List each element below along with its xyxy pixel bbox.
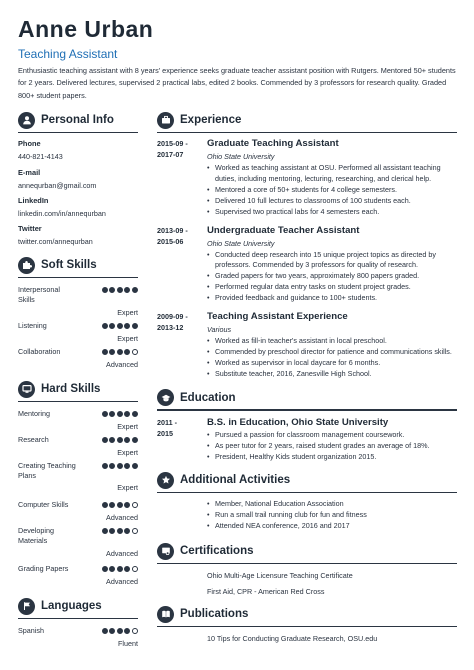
personal-info-title: Personal Info: [41, 114, 114, 126]
skill-rating: [102, 502, 138, 508]
rating-dot-filled: [109, 323, 115, 329]
rating-dot-filled: [117, 566, 123, 572]
star-icon: [157, 472, 174, 489]
degree-title: B.S. in Education, Ohio State University: [207, 416, 389, 428]
skill-item: [18, 347, 138, 373]
publication-item: 10 Tips for Conducting Graduate Research, OSU.edu: [207, 634, 378, 644]
languages-list: [18, 626, 138, 652]
rating-dot-empty: [132, 502, 138, 508]
date-end: 2017-07: [157, 150, 184, 159]
bullet-item: • President, Healthy Kids student organization 2015.: [207, 452, 457, 463]
bullet-item: • Worked as fill-in teacher's assistant in local preschool.: [207, 336, 457, 347]
skill-item: [18, 564, 138, 590]
education-title: Education: [180, 391, 236, 404]
bullet-item: • Provided feedback and guidance to 100+ students.: [207, 293, 457, 304]
date-start: 2009-09 -: [157, 312, 188, 322]
publications-list: [157, 633, 457, 644]
skill-rating: [102, 437, 138, 443]
skill-rating: [102, 323, 138, 329]
skill-name: Creating Teaching Plans: [18, 461, 76, 480]
rating-dot-filled: [132, 323, 138, 329]
certificate-icon: [157, 543, 174, 560]
phone-value: 440-821-4143: [18, 152, 63, 161]
experience-entry: [157, 225, 457, 305]
bullet-item: • Attended NEA conference, 2016 and 2017: [207, 521, 457, 532]
soft-skills-title: Soft Skills: [41, 259, 97, 271]
experience-header: [157, 110, 457, 130]
rating-dot-empty: [132, 528, 138, 534]
job-title: Undergraduate Teacher Assistant: [207, 224, 360, 236]
entry-body: [207, 138, 457, 218]
rating-dot-filled: [132, 411, 138, 417]
certifications-list: [157, 570, 457, 597]
skill-level: Advanced: [106, 576, 138, 586]
info-label: Twitter: [18, 224, 42, 233]
rating-dot-filled: [109, 463, 115, 469]
soft-skills-list: [18, 285, 138, 373]
certifications-title: Certifications: [180, 545, 254, 558]
skill-item: [18, 435, 138, 461]
date-end: 2013-12: [157, 323, 184, 333]
skill-name: Computer Skills: [18, 500, 69, 509]
skill-rating: [102, 463, 138, 469]
skill-level: Advanced: [106, 549, 138, 558]
rating-dot-filled: [102, 566, 108, 572]
bullet-item: • Member, National Education Association: [207, 499, 457, 510]
skill-level: Expert: [117, 333, 138, 343]
experience-entry: [157, 311, 457, 380]
person-icon: [18, 112, 35, 129]
entry-dates: [157, 225, 207, 305]
bullet-item: • Substitute teacher, 2016, Zanesville High School.: [207, 369, 457, 380]
bullet-item: • Run a small trail running club for fun and fitness: [207, 510, 457, 521]
rating-dot-filled: [117, 323, 123, 329]
skill-name: Developing Materials: [18, 526, 54, 545]
rating-dot-filled: [117, 628, 123, 634]
entry-body: [207, 417, 457, 463]
candidate-role: Teaching Assistant: [18, 47, 118, 61]
bullet-item: • Commended by preschool director for patience and communications skills.: [207, 347, 457, 358]
skill-name: Interpersonal Skills: [18, 285, 60, 304]
entry-body: [207, 311, 457, 380]
rating-dot-filled: [132, 463, 138, 469]
activities-header: [157, 470, 457, 490]
entry-dates: [157, 311, 207, 380]
skill-item: [18, 500, 138, 526]
certifications-header: [157, 541, 457, 561]
publications-header: [157, 604, 457, 624]
experience-entry: [157, 138, 457, 218]
rating-dot-filled: [109, 566, 115, 572]
skill-level: Advanced: [106, 512, 138, 522]
skill-level: Expert: [117, 447, 138, 457]
job-org: Ohio State University: [207, 238, 275, 248]
language-name: Spanish: [18, 626, 44, 635]
hard-skills-list: [18, 409, 138, 590]
rating-dot-filled: [102, 287, 108, 293]
rating-dot-filled: [102, 528, 108, 534]
date-start: 2015-09 -: [157, 139, 188, 148]
skill-rating: [102, 349, 138, 355]
education-header: [157, 388, 457, 408]
bullet-item: • Worked as teaching assistant at OSU. Performed all assistant teaching duties, including mentoring, lecturing, researching, and clerical help.: [207, 163, 457, 185]
book-icon: [157, 606, 174, 623]
rating-dot-filled: [102, 502, 108, 508]
education-bullets: [207, 430, 457, 463]
skill-rating: [102, 528, 138, 534]
bullet-item: • As peer tutor for 2 years, raised student grades an average of 18%.: [207, 441, 457, 452]
twitter-value[interactable]: twitter.com/annequrban: [18, 237, 93, 246]
rating-dot-filled: [102, 463, 108, 469]
rating-dot-filled: [117, 287, 123, 293]
rating-dot-filled: [102, 628, 108, 634]
skill-item: [18, 321, 138, 347]
info-label: Phone: [18, 139, 41, 148]
job-bullets: [207, 163, 457, 218]
puzzle-icon: [18, 257, 35, 274]
bullet-item: • Mentored a core of 50+ students for 4 college semesters.: [207, 185, 457, 196]
rating-dot-filled: [124, 287, 130, 293]
rating-dot-filled: [124, 437, 130, 443]
bullet-item: • Performed regular data entry tasks on student project grades.: [207, 282, 457, 293]
rating-dot-empty: [132, 628, 138, 634]
entry-dates: [157, 417, 207, 463]
linkedin-value[interactable]: linkedin.com/in/annequrban: [18, 209, 106, 218]
rating-dot-filled: [124, 502, 130, 508]
hard-skills-header: [18, 379, 138, 399]
rating-dot-filled: [132, 437, 138, 443]
job-title: Graduate Teaching Assistant: [207, 138, 339, 149]
rating-dot-filled: [109, 528, 115, 534]
soft-skills-header: [18, 255, 138, 275]
skill-item: [18, 461, 138, 500]
rating-dot-filled: [124, 349, 130, 355]
skill-rating: [102, 411, 138, 417]
skill-name: Grading Papers: [18, 564, 69, 573]
skill-item: [18, 409, 138, 435]
summary-text: Enthusiastic teaching assistant with 8 years' experience seeks graduate teacher assistant position with Rutgers. Mentored 50+ students for 2 years. Delivered lectures, supervised 2 practical labs, edited 2 books. Commended by 3 professors for research quality. Graded 800+ student papers.: [18, 66, 456, 100]
bullet-item: • Worked as supervisor in local daycare for 6 months.: [207, 358, 457, 369]
info-item-email: [18, 168, 138, 196]
skill-name: Research: [18, 435, 49, 444]
flag-icon: [18, 598, 35, 615]
rating-dot-filled: [109, 628, 115, 634]
skill-level: Advanced: [106, 359, 138, 369]
rating-dot-filled: [124, 566, 130, 572]
rating-dot-filled: [117, 437, 123, 443]
job-org: Ohio State University: [207, 152, 275, 161]
candidate-name: Anne Urban: [18, 16, 154, 42]
info-label: LinkedIn: [18, 196, 49, 205]
publications-title: Publications: [180, 608, 249, 621]
skill-item: [18, 285, 138, 321]
skill-name: Mentoring: [18, 409, 50, 418]
skill-item: [18, 526, 138, 564]
language-item: [18, 626, 138, 652]
hard-skills-title: Hard Skills: [41, 383, 101, 395]
rating-dot-filled: [117, 463, 123, 469]
info-label: E-mail: [18, 168, 41, 177]
monitor-icon: [18, 381, 35, 398]
rating-dot-filled: [124, 411, 130, 417]
entry-body: [207, 225, 457, 305]
personal-info-list: [18, 139, 138, 246]
date-start: 2013-09 -: [157, 225, 188, 235]
rating-dot-filled: [124, 528, 130, 534]
rating-dot-filled: [109, 287, 115, 293]
activities-bullets: [207, 499, 457, 532]
rating-dot-filled: [102, 323, 108, 329]
bullet-item: • Pursued a passion for classroom management coursework.: [207, 430, 457, 441]
rating-dot-filled: [102, 349, 108, 355]
resume-header: [18, 16, 458, 61]
right-column: [157, 110, 457, 644]
language-rating: [102, 628, 138, 634]
job-bullets: [207, 250, 457, 305]
rating-dot-empty: [132, 349, 138, 355]
info-item-linkedin: [18, 196, 138, 224]
skill-name: Listening: [18, 321, 47, 330]
skill-name: Collaboration: [18, 347, 61, 356]
briefcase-icon: [157, 112, 174, 129]
rating-dot-filled: [109, 411, 115, 417]
rating-dot-filled: [102, 411, 108, 417]
skill-level: Expert: [117, 483, 138, 492]
left-column: [18, 110, 138, 652]
rating-dot-filled: [109, 502, 115, 508]
rating-dot-filled: [117, 528, 123, 534]
info-item-phone: [18, 139, 138, 168]
job-bullets: [207, 336, 457, 380]
certification-item: First Aid, CPR - American Red Cross: [207, 587, 325, 597]
rating-dot-filled: [109, 437, 115, 443]
languages-header: [18, 596, 138, 616]
skill-rating: [102, 287, 138, 293]
info-item-twitter: [18, 224, 138, 246]
rating-dot-filled: [124, 463, 130, 469]
education-entry: [157, 417, 457, 463]
graduation-cap-icon: [157, 389, 174, 406]
rating-dot-filled: [117, 411, 123, 417]
language-level: Fluent: [118, 638, 138, 648]
email-value[interactable]: annequrban@gmail.com: [18, 181, 97, 190]
bullet-item: • Delivered 10 full lectures to classrooms of 100 students each.: [207, 196, 457, 207]
bullet-item: • Graded papers for two years, approximately 800 papers graded.: [207, 271, 457, 282]
rating-dot-empty: [132, 566, 138, 572]
bullet-item: • Supervised two practical labs for 4 semesters each.: [207, 207, 457, 218]
rating-dot-filled: [124, 323, 130, 329]
job-org: Various: [207, 325, 232, 335]
experience-title: Experience: [180, 114, 242, 126]
rating-dot-filled: [132, 287, 138, 293]
rating-dot-filled: [102, 437, 108, 443]
certification-item: Ohio Multi-Age Licensure Teaching Certificate: [207, 571, 353, 581]
rating-dot-filled: [109, 349, 115, 355]
skill-rating: [102, 566, 138, 572]
date-end: 2015: [157, 428, 173, 438]
languages-title: Languages: [41, 600, 102, 612]
skill-level: Expert: [117, 421, 138, 431]
skill-level: Expert: [117, 308, 138, 317]
date-start: 2011 -: [157, 417, 177, 427]
rating-dot-filled: [117, 502, 123, 508]
entry-dates: [157, 138, 207, 218]
bullet-item: • Conducted deep research into 15 unique project topics as directed by professors. Commended by 3 professors for quality of research.: [207, 250, 457, 272]
job-title: Teaching Assistant Experience: [207, 311, 348, 323]
rating-dot-filled: [124, 628, 130, 634]
date-end: 2015-06: [157, 236, 184, 246]
personal-info-header: [18, 110, 138, 130]
rating-dot-filled: [117, 349, 123, 355]
activities-title: Additional Activities: [180, 474, 291, 487]
